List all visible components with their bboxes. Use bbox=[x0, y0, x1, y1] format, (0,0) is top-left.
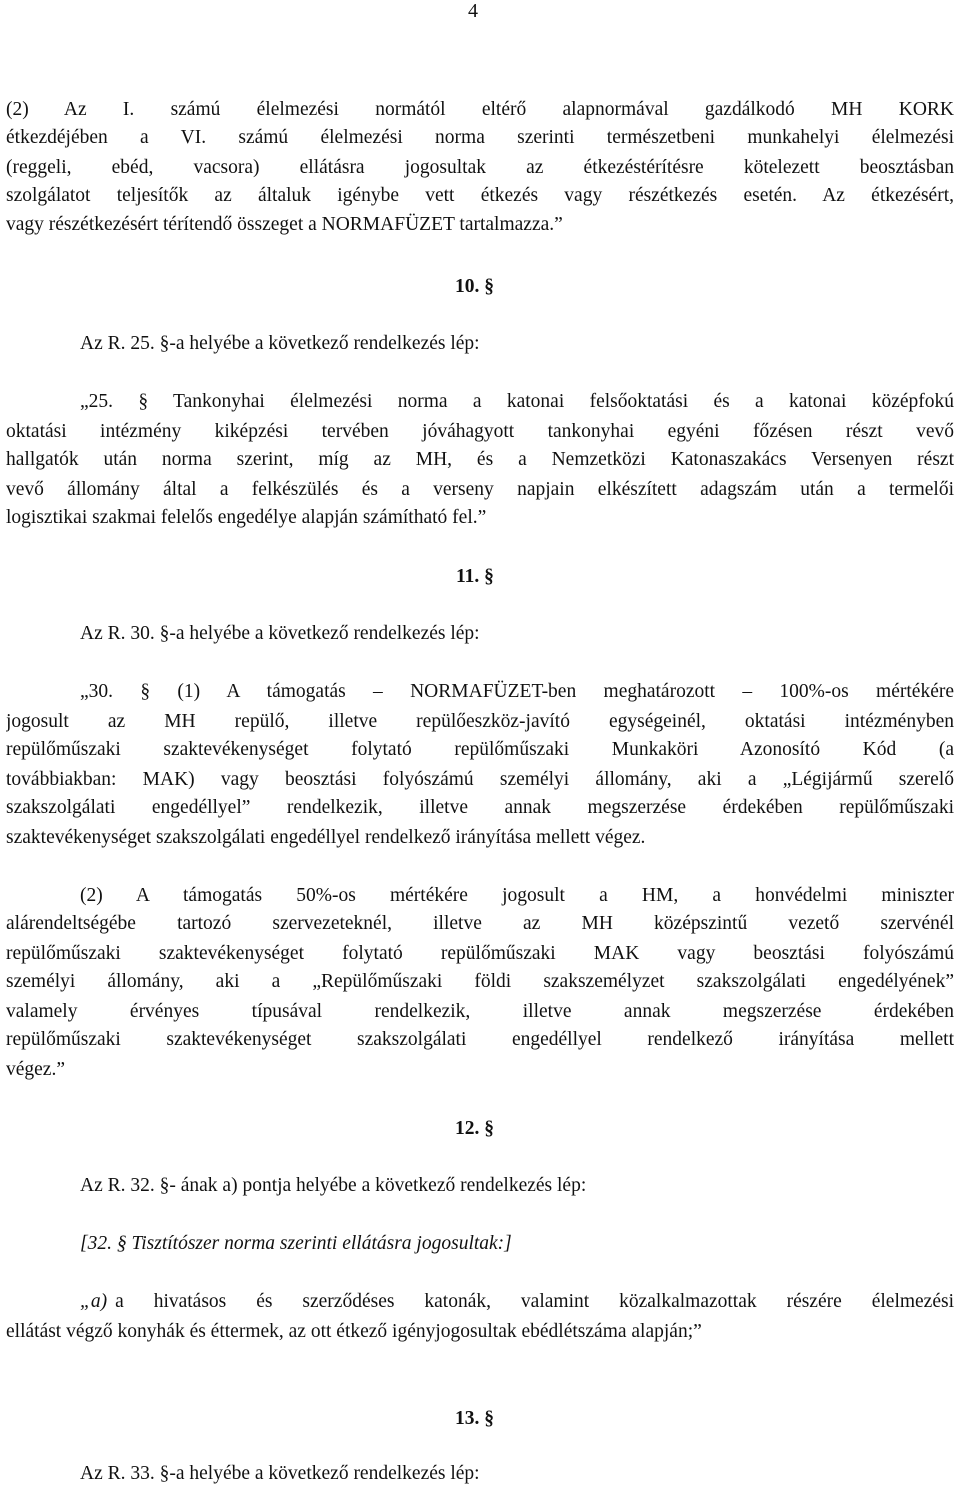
text-line: személyi állomány, aki a „Repülőműszaki földi szakszemélyzet szakszolgálati engedélyének” bbox=[6, 971, 954, 992]
text-line: valamely érvényes típusával rendelkezik, illetve annak megszerzése érdekében bbox=[6, 1001, 954, 1022]
text-line: repülőműszaki szaktevékenységet folytató repülőműszaki Munkaköri Azonosító Kód (a bbox=[6, 739, 954, 760]
text-line: „30. § (1) A támogatás – NORMAFÜZET-ben meghatározott – 100%-os mértékére bbox=[80, 681, 954, 702]
text-line: hallgatók után norma szerint, míg az MH, és a Nemzetközi Katonaszakács Versenyen részt bbox=[6, 449, 954, 470]
text-line: végez.” bbox=[6, 1059, 65, 1080]
text-line: jogosult az MH repülő, illetve repülőeszköz-javító egységeinél, oktatási intézményben bbox=[6, 711, 954, 732]
text-line: „25. § Tankonyhai élelmezési norma a katonai felsőoktatási és a katonai középfokú bbox=[80, 391, 954, 412]
text-line: vevő állomány által a felkészülés és a verseny napjain elkészített adagszám után a termelői bbox=[6, 479, 954, 500]
section-heading-12: 12. § bbox=[455, 1118, 494, 1139]
point-a-label: „a) bbox=[80, 1291, 108, 1312]
section-heading-10: 10. § bbox=[455, 276, 494, 297]
text-line: szakszolgálati engedéllyel” rendelkezik, illetve annak megszerzése érdekében repülőműszaki bbox=[6, 797, 954, 818]
text-line: étkezdéjében a VI. számú élelmezési norma szerinti természetbeni munkahelyi élelmezési bbox=[6, 127, 954, 148]
page-number: 4 bbox=[468, 0, 478, 22]
text-line: szaktevékenységet szakszolgálati engedéllyel rendelkező irányítása mellett végez. bbox=[6, 827, 646, 848]
amendment-intro-33: Az R. 33. §-a helyébe a következő rendelkezés lép: bbox=[80, 1463, 480, 1484]
bracket-context-32: [32. § Tisztítószer norma szerinti ellátásra jogosultak:] bbox=[80, 1233, 512, 1254]
text-line: oktatási intézmény kiképzési tervében jóváhagyott tankonyhai egyéni főzésen részt vevő bbox=[6, 421, 954, 442]
amendment-intro-30: Az R. 30. §-a helyébe a következő rendelkezés lép: bbox=[80, 623, 480, 644]
text-line: továbbiakban: MAK) vagy beosztási folyószámú személyi állomány, aki a „Légijármű szerelő bbox=[6, 769, 954, 790]
text-line: ellátást végző konyhák és éttermek, az ott étkező igényjogosultak ebédlétszáma alapján;” bbox=[6, 1321, 702, 1342]
text-line bbox=[80, 1290, 954, 1314]
text-line: (reggeli, ebéd, vacsora) ellátásra jogosultak az étkezéstérítésre kötelezett beosztásban bbox=[6, 157, 954, 178]
text-line: repülőműszaki szaktevékenységet szakszolgálati engedéllyel rendelkező irányítása mellett bbox=[6, 1029, 954, 1050]
text-line: repülőműszaki szaktevékenységet folytató repülőműszaki MAK vagy beosztási folyószámú bbox=[6, 943, 954, 964]
text-line: (2) A támogatás 50%-os mértékére jogosult a HM, a honvédelmi miniszter bbox=[80, 885, 954, 906]
text-line: vagy részétkezésért térítendő összeget a NORMAFÜZET tartalmazza.” bbox=[6, 214, 563, 235]
text-line: (2) Az I. számú élelmezési normától eltérő alapnormával gazdálkodó MH KORK bbox=[6, 99, 954, 120]
text-line: alárendeltségébe tartozó szervezeteknél, illetve az MH középszintű vezető szervénél bbox=[6, 913, 954, 934]
section-heading-13: 13. § bbox=[455, 1408, 494, 1429]
point-a-text: a hivatásos és szerződéses katonák, valamint közalkalmazottak részére élelmezési bbox=[115, 1291, 954, 1312]
amendment-intro-25: Az R. 25. §-a helyébe a következő rendelkezés lép: bbox=[80, 333, 480, 354]
section-heading-11: 11. § bbox=[456, 566, 494, 587]
text-line: logisztikai szakmai felelős engedélye alapján számítható fel.” bbox=[6, 507, 487, 528]
text-line: szolgálatot teljesítők az általuk igénybe vett étkezés vagy részétkezés esetén. Az étkezésért, bbox=[6, 185, 954, 206]
amendment-intro-32: Az R. 32. §- ának a) pontja helyébe a következő rendelkezés lép: bbox=[80, 1175, 587, 1196]
